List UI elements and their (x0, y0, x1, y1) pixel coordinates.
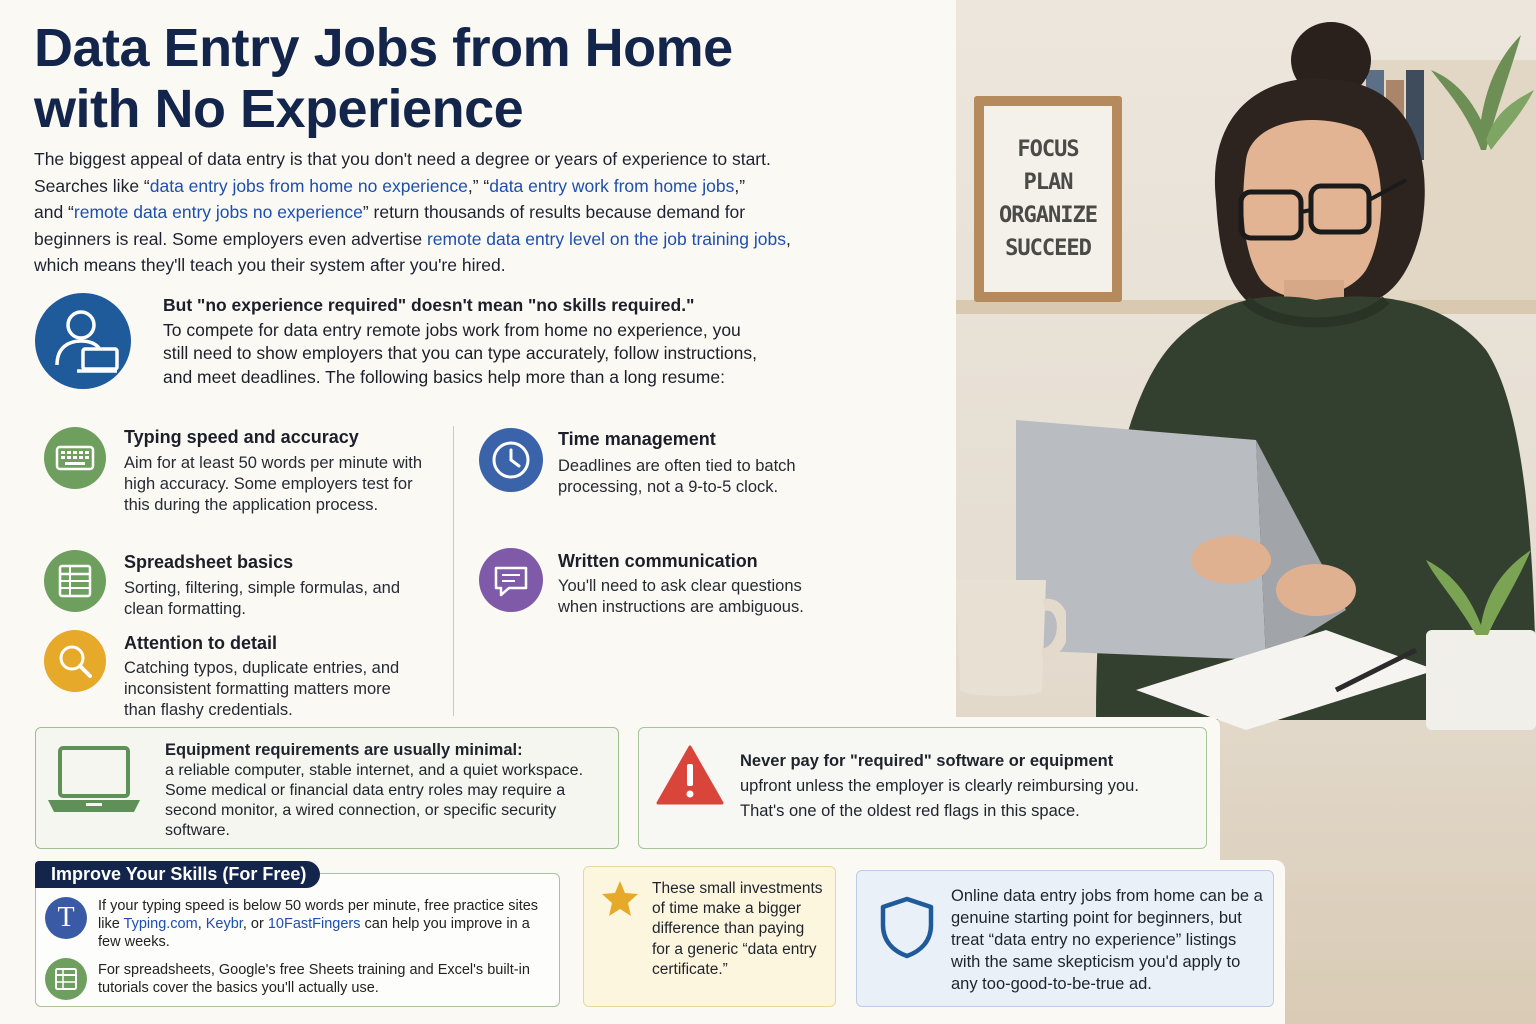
improve-skills-card (35, 873, 560, 1007)
chat-icon (479, 548, 543, 612)
skill-title: Written communication (558, 551, 758, 571)
page-title (34, 18, 914, 140)
investment-text: These small investments of time make a bigger difference than paying for a generic “data entry certificate.” (652, 880, 823, 978)
column-divider (453, 426, 454, 716)
warning-icon (656, 744, 724, 806)
site-link-keybr[interactable]: Keybr (205, 916, 243, 932)
skill-description: You'll need to ask clear questions when instructions are ambiguous. (558, 577, 804, 616)
warning-body: upfront unless the employer is clearly reimbursing you. (740, 777, 1139, 795)
intro-text: which means they'll teach you their system after you're hired. (34, 255, 506, 275)
keyboard-icon (44, 427, 106, 489)
magnifier-icon (44, 630, 106, 692)
title-line: with No Experience (34, 79, 524, 139)
frame-text-line: ORGANIZE (999, 203, 1097, 228)
keyword-link[interactable]: remote data entry jobs no experience (73, 202, 363, 222)
skill-time (479, 428, 859, 528)
online-text: Online data entry jobs from home can be a genuine starting point for beginners, but treat “data entry no experience” listings with the same skepticism you'd apply to any too-good-to-be-true ad. (951, 887, 1263, 993)
intro-text: and “ (34, 202, 74, 222)
skill-title: Time management (558, 429, 716, 449)
typing-letter-icon: T (45, 897, 87, 939)
frame-text-line: PLAN (1023, 170, 1073, 195)
intro-text: The biggest appeal of data entry is that you don't need a degree or years of experience to start. (34, 149, 771, 169)
equipment-heading: Equipment requirements are usually minimal: (165, 741, 523, 759)
intro-text: ” return thousands of results because demand for (362, 202, 746, 222)
equipment-text (165, 740, 610, 841)
spreadsheet-icon (44, 550, 106, 612)
warning-text (740, 749, 1190, 824)
intro-text: ,” “ (467, 175, 490, 196)
keyword-link[interactable]: remote data entry level on the job training jobs (426, 228, 786, 249)
intro-text: Searches like “ (34, 175, 150, 196)
coffee-mug-image (956, 570, 1066, 700)
improve-row-typing (98, 897, 548, 951)
person-laptop-icon (35, 293, 131, 389)
improve-text: can help you improve in a few weeks. (98, 916, 530, 950)
clock-icon (479, 428, 543, 492)
skill-communication (479, 548, 859, 648)
skill-description: Deadlines are often tied to batch processing, not a 9-to-5 clock. (558, 457, 796, 496)
lead-section (163, 294, 763, 389)
warning-card (638, 727, 1207, 849)
skill-description: Aim for at least 50 words per minute with high accuracy. Some employers test for this during the application process. (124, 454, 423, 514)
improve-skills-tag: Improve Your Skills (For Free) (35, 861, 320, 888)
equipment-body: a reliable computer, stable internet, and a quiet workspace. Some medical or financial data entry roles may require a second monitor, a wired connection, or specific security software. (165, 762, 584, 839)
skill-typing (44, 427, 424, 537)
intro-text: ,” (734, 175, 746, 196)
equipment-card (35, 727, 619, 849)
laptop-icon (46, 742, 142, 818)
notebook-pen-image (1136, 630, 1436, 730)
frame-text-line: SUCCEED (1005, 236, 1091, 261)
skill-description: Sorting, filtering, simple formulas, and clean formatting. (124, 579, 401, 618)
frame-text-line: FOCUS (1017, 137, 1079, 162)
potted-plant-image (1426, 540, 1536, 730)
lead-heading: But "no experience required" doesn't mean "no skills required." (163, 295, 695, 315)
lead-body: To compete for data entry remote jobs work from home no experience, you still need to show employers that you can type accurately, follow instructions, and meet deadlines. The following basics help more than a long resume: (163, 319, 757, 387)
intro-paragraph (34, 146, 874, 279)
spreadsheet-icon (45, 958, 87, 1000)
investment-note (583, 866, 836, 1007)
site-link-typing[interactable]: Typing.com (123, 916, 198, 932)
warning-heading: Never pay for "required" software or equipment (740, 752, 1114, 770)
intro-text: , (785, 228, 791, 249)
skill-title: Spreadsheet basics (124, 552, 294, 572)
keyword-link[interactable]: data entry work from home jobs (489, 175, 735, 196)
site-link-10fastfingers[interactable]: 10FastFingers (267, 916, 361, 932)
star-icon (600, 879, 640, 919)
skill-title: Typing speed and accuracy (124, 427, 359, 447)
intro-text: beginners is real. Some employers even advertise (34, 228, 427, 249)
improve-row-spreadsheet: For spreadsheets, Google's free Sheets training and Excel's built-in tutorials cover the basics you'll actually use. (98, 962, 530, 996)
improve-text: If your typing speed is below 50 words per minute, free practice sites like (98, 898, 539, 932)
title-line: Data Entry Jobs from Home (34, 18, 733, 78)
improve-text: , or (242, 916, 268, 932)
shield-icon (879, 895, 935, 959)
skill-description: Catching typos, duplicate entries, and inconsistent formatting matters more than flashy credentials. (124, 659, 400, 719)
skill-spreadsheet (44, 550, 424, 620)
online-jobs-note (856, 870, 1274, 1007)
skill-title: Attention to detail (124, 633, 277, 653)
keyword-link[interactable]: data entry jobs from home no experience (149, 175, 468, 196)
warning-body: That's one of the oldest red flags in this space. (740, 802, 1080, 820)
skill-detail (44, 630, 424, 720)
improve-text: , (197, 916, 206, 932)
